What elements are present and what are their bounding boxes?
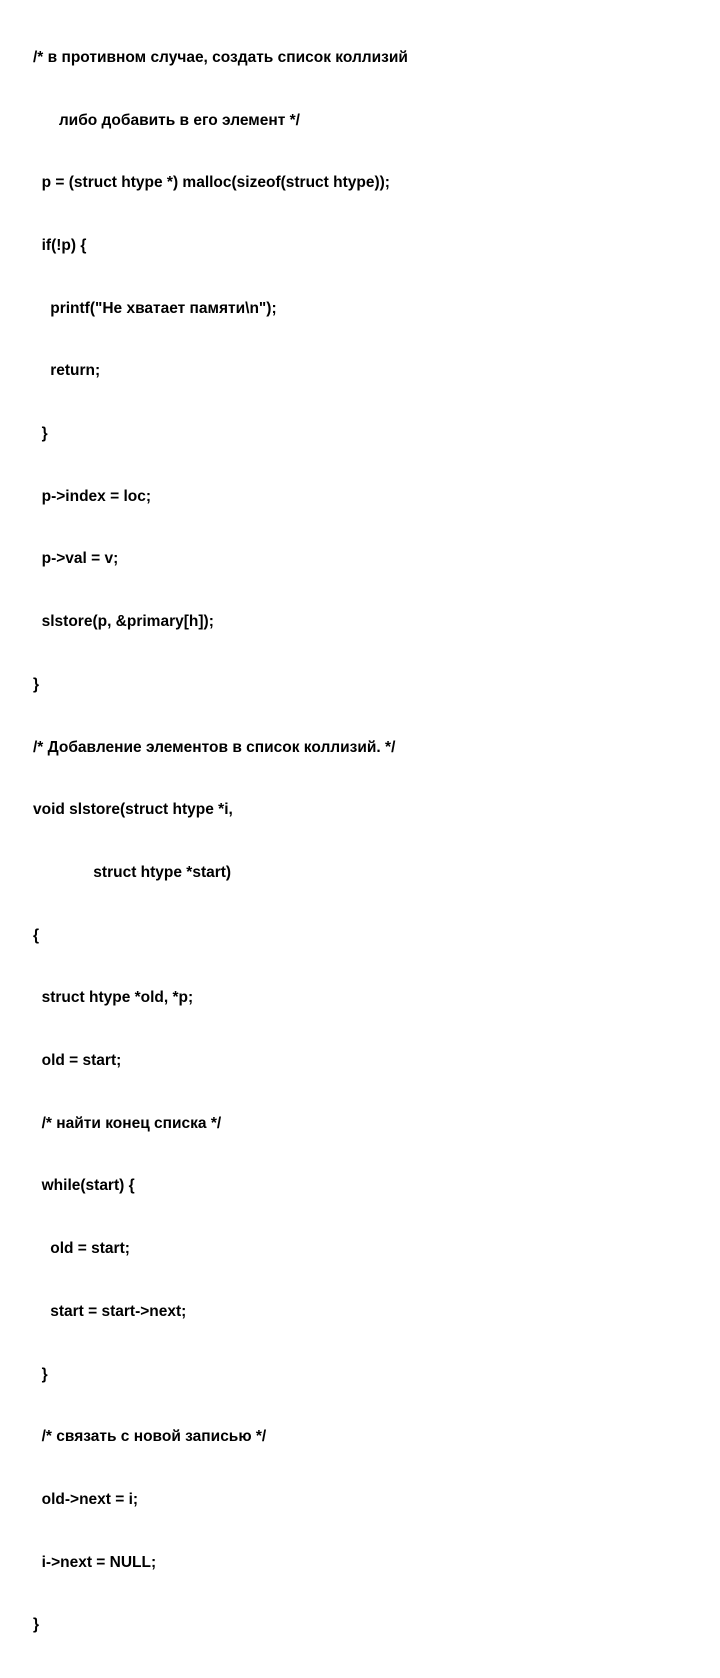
code-line: }	[33, 1365, 48, 1383]
code-line: printf("Не хватает памяти\n");	[33, 299, 277, 317]
code-line: }	[33, 675, 40, 693]
code-line: struct htype *start)	[33, 863, 232, 881]
code-listing	[33, 6, 408, 1678]
code-line: /* Добавление элементов в список коллизий. */	[33, 738, 396, 756]
code-line: if(!p) {	[33, 236, 87, 254]
code-line: p = (struct htype *) malloc(sizeof(struct htype));	[33, 174, 390, 192]
code-line: old = start;	[33, 1240, 130, 1258]
code-line: }	[33, 425, 48, 443]
code-line: struct htype *old, *p;	[33, 989, 194, 1007]
code-line: old->next = i;	[33, 1490, 139, 1508]
code-line: slstore(p, &primary[h]);	[33, 613, 214, 631]
code-line: start = start->next;	[33, 1302, 187, 1320]
code-line: return;	[33, 362, 101, 380]
code-line: old = start;	[33, 1052, 122, 1070]
code-line: либо добавить в его элемент */	[33, 111, 300, 129]
code-line: void slstore(struct htype *i,	[33, 801, 233, 819]
code-line: {	[33, 926, 40, 944]
code-line: /* найти конец списка */	[33, 1114, 222, 1132]
code-line: /* в противном случае, создать список коллизий	[33, 48, 408, 66]
code-line: while(start) {	[33, 1177, 135, 1195]
code-line: /* связать с новой записью */	[33, 1428, 267, 1446]
code-line: }	[33, 1616, 40, 1634]
code-line: i->next = NULL;	[33, 1553, 157, 1571]
code-line: p->index = loc;	[33, 487, 151, 505]
code-line: p->val = v;	[33, 550, 119, 568]
